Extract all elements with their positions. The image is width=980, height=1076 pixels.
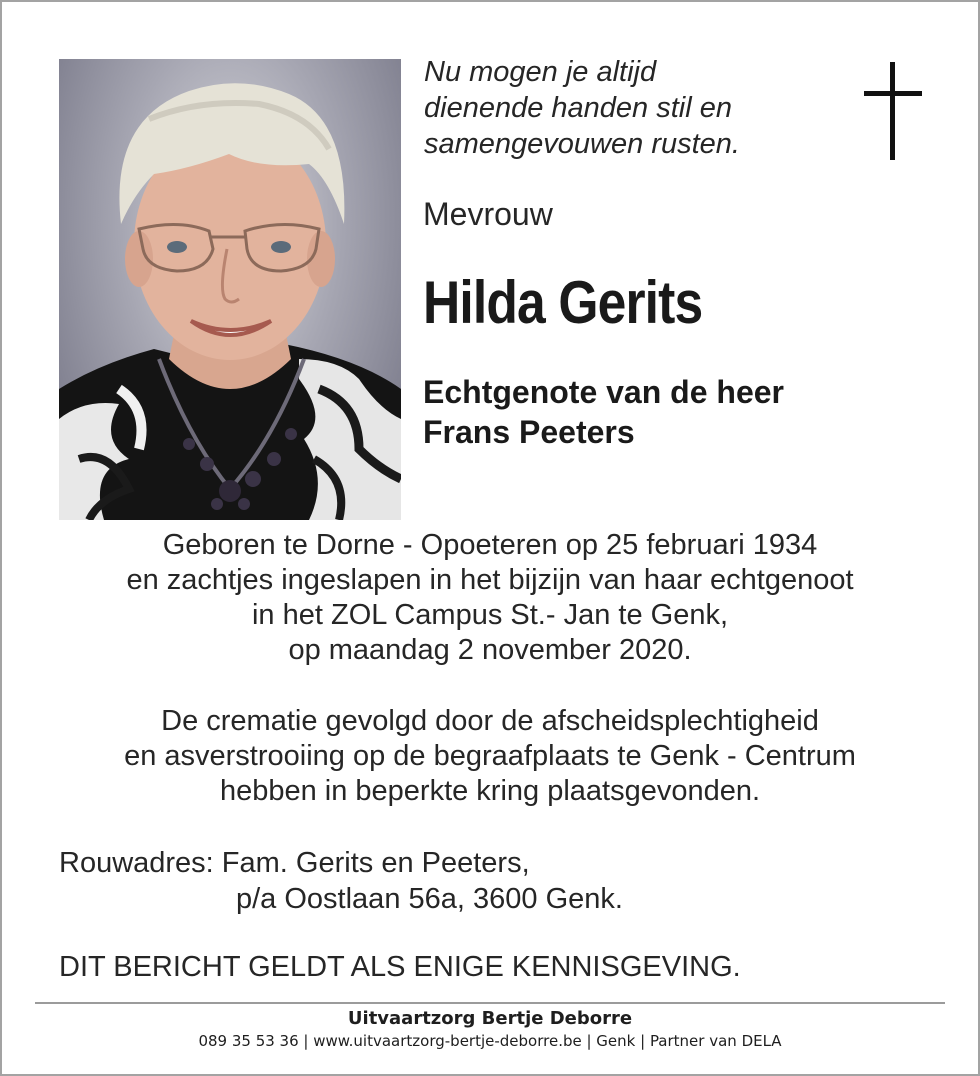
footer-divider [35, 1002, 945, 1004]
paragraph-line: Geboren te Dorne - Opoeteren op 25 februari 1934 [162, 529, 818, 561]
undertaker-contact: 089 35 53 36 | www.uitvaartzorg-bertje-deborre.be | Genk | Partner van DELA [198, 1032, 782, 1050]
honorific: Mevrouw [423, 196, 553, 232]
spouse-line: Frans Peeters [423, 414, 635, 450]
quote-line: dienende handen stil en [424, 92, 732, 124]
paragraph-line: De crematie gevolgd door de afscheidsplechtigheid [161, 705, 819, 737]
paragraph-line: en asverstrooiing op de begraafplaats te Genk - Centrum [124, 740, 856, 772]
paragraph-line: en zachtjes ingeslapen in het bijzijn van haar echtgenoot [126, 564, 854, 596]
spouse-line: Echtgenote van de heer [423, 374, 784, 410]
mourning-address [59, 845, 623, 917]
latin-cross-icon [864, 62, 922, 160]
paragraph-line: hebben in beperkte kring plaatsgevonden. [219, 775, 761, 807]
spouse-info [423, 372, 784, 452]
undertaker-name: Uitvaartzorg Bertje Deborre [347, 1008, 633, 1029]
portrait-photo [59, 59, 401, 520]
ceremony-paragraph [0, 704, 980, 809]
notice-statement: DIT BERICHT GELDT ALS ENIGE KENNISGEVING. [59, 951, 741, 983]
memorial-quote [424, 54, 824, 162]
deceased-name: Hilda Gerits [423, 269, 703, 336]
quote-line: Nu mogen je altijd [424, 56, 657, 88]
quote-line: samengevouwen rusten. [424, 128, 740, 160]
paragraph-line: op maandag 2 november 2020. [288, 634, 692, 666]
birth-death-paragraph [0, 528, 980, 668]
address-line-1: Rouwadres: Fam. Gerits en Peeters, [59, 847, 530, 879]
paragraph-line: in het ZOL Campus St.- Jan te Genk, [251, 599, 729, 631]
address-line-2: p/a Oostlaan 56a, 3600 Genk. [236, 883, 623, 915]
